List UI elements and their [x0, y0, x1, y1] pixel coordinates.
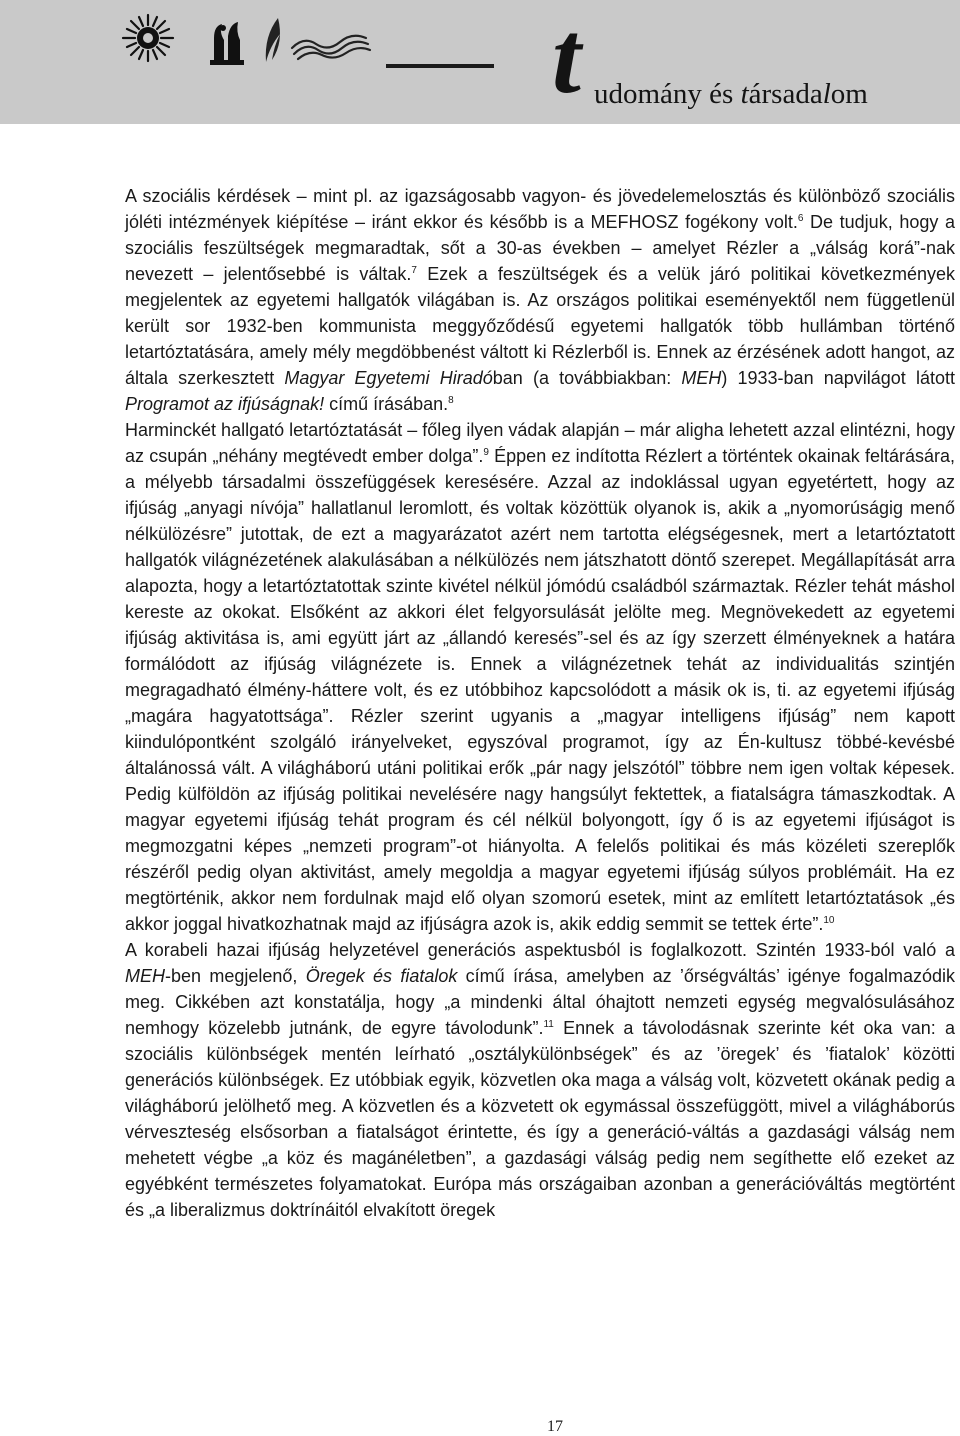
italic-text: Öregek és fiatalok [305, 966, 458, 986]
paragraph [125, 183, 955, 417]
text-run: című írásában. [324, 394, 449, 414]
text-run: Ezek a feszültségek és a velük járó politikai következmények megjelentek az egyetemi hallgatók világában is. Az országos politikai eseményektől nem függetlenül került sor 1932-ben kommunista meggyőződésű egyetemi hallgatók több hullámban történő letartóztatására, amely mély megdöbbenést váltott ki Rézlerből is. Ennek az érzésének adott hangot, az általa szerkesztett [125, 264, 955, 388]
italic-text: MEH [681, 368, 722, 388]
figure-pair-icon [210, 22, 244, 65]
italic-text: Magyar Egyetemi Hiradó [284, 368, 493, 388]
text-run: A korabeli hazai ifjúság helyzetével generációs aspektusból is foglalkozott. Szintén 1933-ból való a [125, 940, 955, 960]
text-run: De tudjuk, hogy a szociális feszültségek megmaradtak, sőt a 30-as években – amelyet Rézler a „válság korá”-nak nevezett – jelentősebbé is váltak. [125, 212, 955, 284]
footnote-ref: 6 [797, 213, 804, 224]
page-number: 17 [547, 1418, 563, 1435]
footnote-ref: 11 [543, 1019, 554, 1030]
header-ornaments [118, 10, 378, 70]
wave-icon [292, 36, 370, 59]
text-run: Éppen ez indította Rézlert a történtek okainak feltárására, a mélyebb társadalmi összefüggések keresésére. Azzal az indoklással ugyan egyetértett, hogy az ifjúság „anyagi nívója” hallatlanul leromlott, és voltak közöttük olyanok is, akik a „nyomorúságig menő nélkülözésre” jutottak, de ezt a magyarázatot azért nem tartotta elégségesnek, mert a letartóztatott hallgatók világnézetének alakulásában a nélkülözés nem játszhatott döntő szerepet. Megállapítását arra alapozta, hogy a letartóztatottak szinte kivétel nélkül jómódú családból származtak. Rézler tehát máshol kereste az okokat. Elsőként az akkori élet felgyorsulását jelölte meg. Megnövekedett az egyetemi ifjúság aktivitása is, ami együtt járt az „állandó keresés”-sel és az így szerzett élményeknek a határa formálódott az ifjúság világnézete is. Ennek a világnézetnek tehát az individualitás szintjén megragadható élmény-háttere volt, és ez utóbbihoz kapcsolódott a másik ok is, ti. az egyetemi ifjúság „magára hagyatottsága”. Rézler szerint ugyanis a „magyar intelligens ifjúság” nem kapott kiindulópontként szolgáló irányelveket, egyszóval programot, így az Én-kultusz többé-kevésbé általánossá vált. A világháború utáni politikai erők „pár nagy jelszótól” többre nem igen voltak képesek. Pedig külföldön az ifjúság politikai nevelésére nagy hangsúlyt fektettek, a fiatalságra támaszkodtak. A magyar egyetemi ifjúság tehát program és cél nélkül bolyongott, így ő is az egyetemi ifjúságot is megmozgatni képes „nemzeti program”-ot hiányolta. A felelős politikai és más közéleti szereplők részéről pedig olyan aktivitást, amely megoldja a magyar egyetemi ifjúság súlyos problémáit. Ha ez megtörténik, akkor nem fordulnak majd elő olyan szomorú esetek, mint az említett letartóztatások „és akkor joggal hivatkozhatnak majd az ifjúságra azok is, akik eddig semmit se tettek érte”. [125, 446, 956, 934]
text-run: -ben megjelenő, [165, 966, 306, 986]
text-run: ban (a továbbiakban: [492, 368, 682, 388]
title-initial-t: t [552, 0, 581, 115]
page-header [0, 0, 960, 124]
text-run: Harminckét hallgató letartóztatását – főleg ilyen vádak alapján – már aligha lehetett azzal elintézni, hogy az csupán „néhány megtévedt ember dolga”. [125, 420, 955, 466]
sunburst-icon [123, 15, 173, 61]
text-run: című írása, amelyben az ’őrségváltás’ igénye fogalmazódik meg. Cikkében azt konstatálja, hogy „a mindenki által óhajtott nemzeti egység megvalósulásához nemhogy közelebb jutnánk, de egyre távolodunk”. [125, 966, 955, 1038]
text-run: Ennek a távolodásnak szerinte két oka van: a szociális különbségek mentén leírható „osztálykülönbségek” és az ’öregek’ és ’fiatalok’ közötti generációs különbségek. Ez utóbbiak egyik, közvetlen oka maga a válság volt, közvetett okának pedig a világháború jelölhető meg. A közvetlen és a közvetett ok egymással összefüggött, mivel a világháborús vérveszteség elsősorban a fiatalságot érintette, és így a generáció-váltás a gazdasági válság nem mehetett végbe „a köz és magánéletben”, a gazdasági válság pedig nem segíthette elő ezeket az egyébként természetes folyamatokat. Európa más országaiban azonban a generációváltás megtörtént és „a liberalizmus doktrínáitól elvakított öregek [125, 1018, 955, 1220]
footnote-ref: 8 [448, 395, 454, 406]
text-run: A szociális kérdések – mint pl. az igazságosabb vagyon- és jövedelemelosztás és különböző szociális jóléti intézmények kiépítése – iránt ekkor és később is a MEFHOSZ fogékony volt. [125, 186, 955, 232]
article-body [125, 183, 955, 1223]
italic-text: Programot az ifjúságnak! [125, 394, 325, 414]
paragraph [125, 937, 955, 1223]
paragraph [125, 417, 955, 937]
text-run: ) 1933-ban napvilágot látott [721, 368, 955, 388]
footnote-ref: 9 [483, 447, 489, 458]
footnote-ref: 7 [411, 265, 417, 276]
footnote-ref: 10 [823, 915, 835, 926]
header-rule [386, 64, 494, 68]
feather-icon [266, 18, 280, 62]
section-title: udomány és társadalom [594, 78, 868, 110]
italic-text: MEH [125, 966, 165, 986]
